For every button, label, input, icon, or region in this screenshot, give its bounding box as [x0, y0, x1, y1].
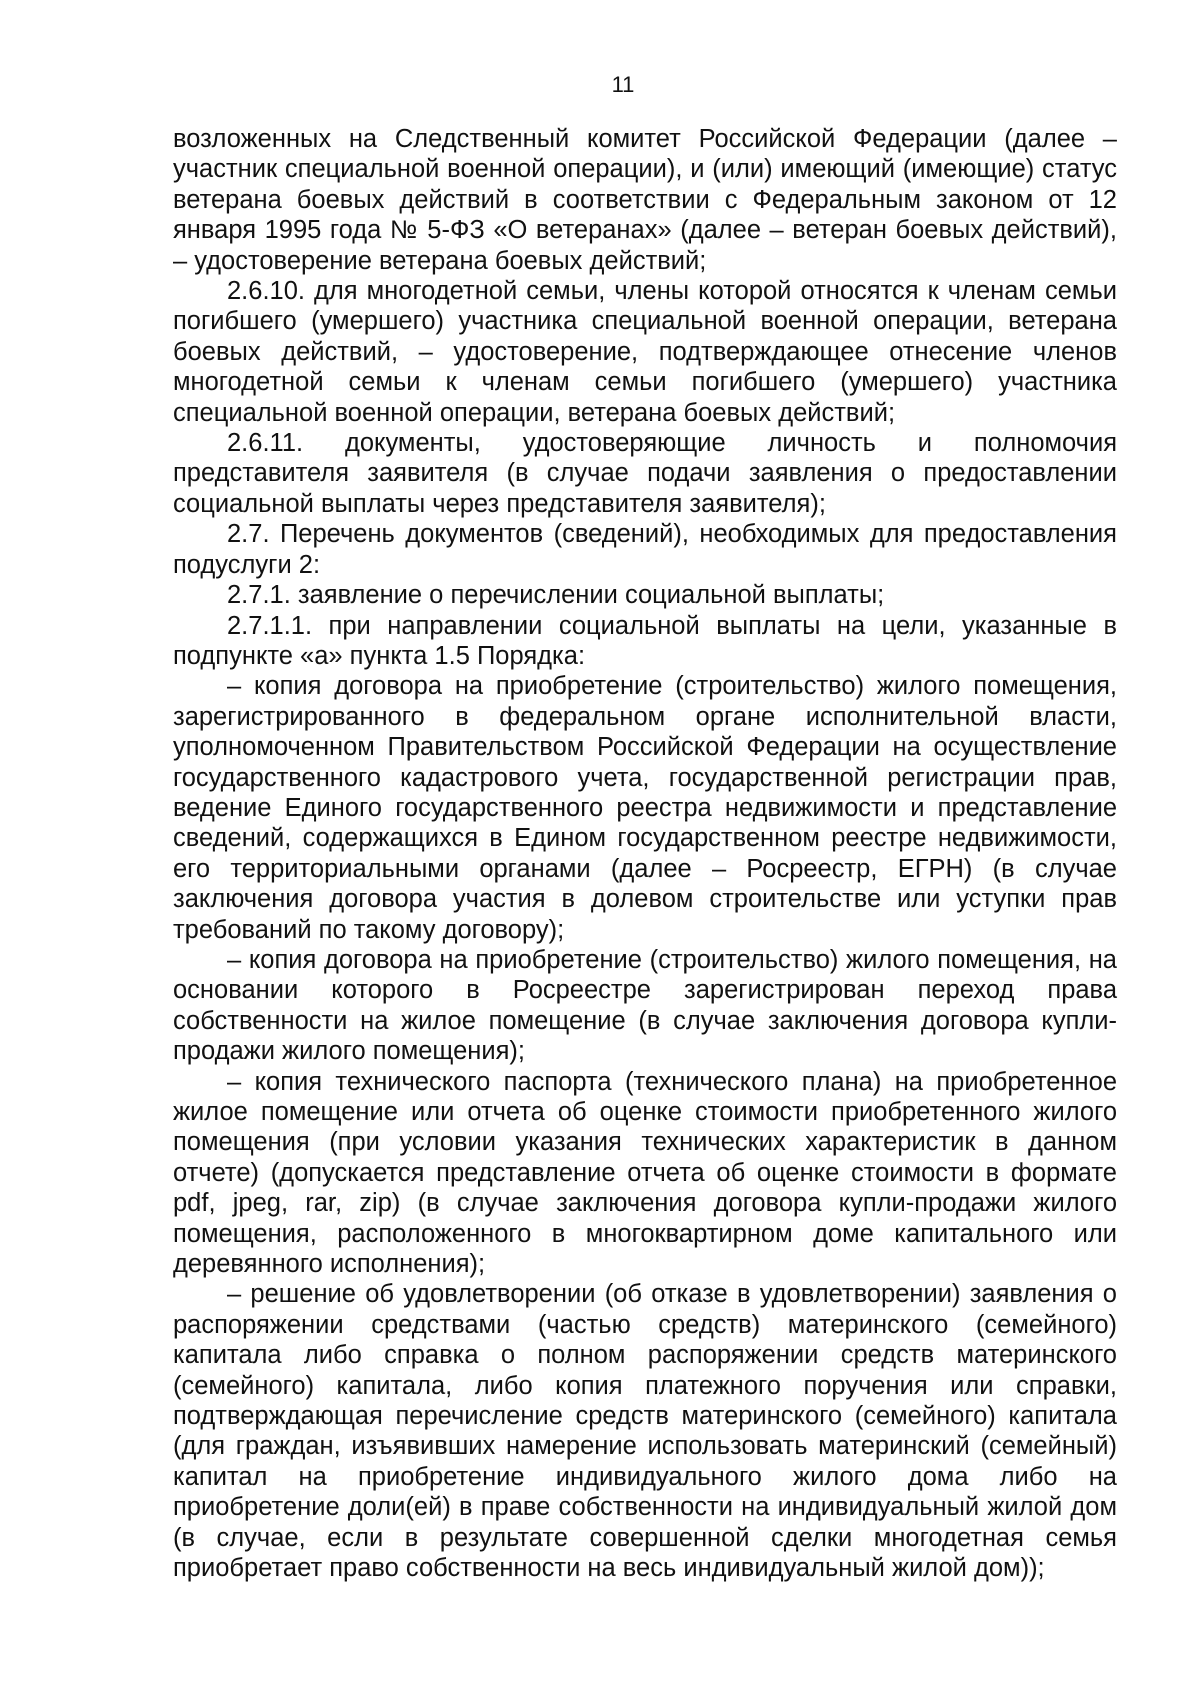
page-number: 11 — [611, 72, 635, 97]
list-item-materinskiy-kapital: – решение об удовлетворении (об отказе в удовлетворении) заявления о распоряжении средствами (частью средств) материнского (семейного) капитала либо справка о полном распоряжении средств материнского (семейного) капитала, либо копия платежного поручения или справки, подтверждающая перечисление средств материнского (семейного) капитала (для граждан, изъявивших намерение использовать материнский (семейный) капитал на приобретение индивидуального жилого дома либо на приобретение доли(ей) в праве собственности на индивидуальный жилой дом (в случае, если в результате совершенной сделки многодетная семья приобретает право собственности на весь индивидуальный жилой дом)); — [173, 1280, 1117, 1583]
paragraph-2-7: 2.7. Перечень документов (сведений), необходимых для предоставления подуслуги 2: — [173, 520, 1117, 579]
list-item-tekhnicheskiy-pasport: – копия технического паспорта (технического плана) на приобретенное жилое помещение или отчета об оценке стоимости приобретенного жилого помещения (при условии указания технических характеристик в данном отчете) (допускается представление отчета об оценке стоимости в формате pdf, jpeg, rar, zip) (в случае заключения договора купли-продажи жилого помещения, расположенного в многоквартирном доме капитального или деревянного исполнения); — [173, 1067, 1117, 1279]
paragraph-intro: возложенных на Следственный комитет Российской Федерации (далее – участник специальной военной операции), и (или) имеющий (имеющие) статус ветерана боевых действий в соответствии с Федеральным законом от 12 января 1995 года № 5-ФЗ «О ветеранах» (далее – ветеран боевых действий), – удостоверение ветерана боевых действий; — [173, 125, 1117, 275]
paragraph-2-7-1-1: 2.7.1.1. при направлении социальной выплаты на цели, указанные в подпункте «а» пункта 1.5 Порядка: — [173, 611, 1117, 670]
paragraph-2-6-11: 2.6.11. документы, удостоверяющие личность и полномочия представителя заявителя (в случае подачи заявления о предоставлении социальной выплаты через представителя заявителя); — [173, 429, 1117, 518]
paragraph-2-7-1: 2.7.1. заявление о перечислении социальной выплаты; — [227, 581, 885, 610]
paragraph-2-6-10: 2.6.10. для многодетной семьи, члены которой относятся к членам семьи погибшего (умершего) участника специальной военной операции, ветерана боевых действий, – удостоверение, подтверждающее отнесение членов многодетной семьи к членам семьи погибшего (умершего) участника специальной военной операции, ветерана боевых действий; — [173, 277, 1117, 427]
document-body — [173, 124, 1117, 1584]
list-item-dogovor-kupli-prodazhi: – копия договора на приобретение (строительство) жилого помещения, на основании которого в Росреестре зарегистрирован переход права собственности на жилое помещение (в случае заключения договора купли-продажи жилого помещения); — [173, 945, 1117, 1066]
list-item-dogovor-dolevoe: – копия договора на приобретение (строительство) жилого помещения, зарегистрированного в федеральном органе исполнительной власти, уполномоченном Правительством Российской Федерации на осуществление государственного кадастрового учета, государственной регистрации прав, ведение Единого государственного реестра недвижимости и представление сведений, содержащихся в Едином государственном реестре недвижимости, его территориальными органами (далее – Росреестр, ЕГРН) (в случае заключения договора участия в долевом строительстве или уступки прав требований по такому договору); — [173, 672, 1117, 944]
